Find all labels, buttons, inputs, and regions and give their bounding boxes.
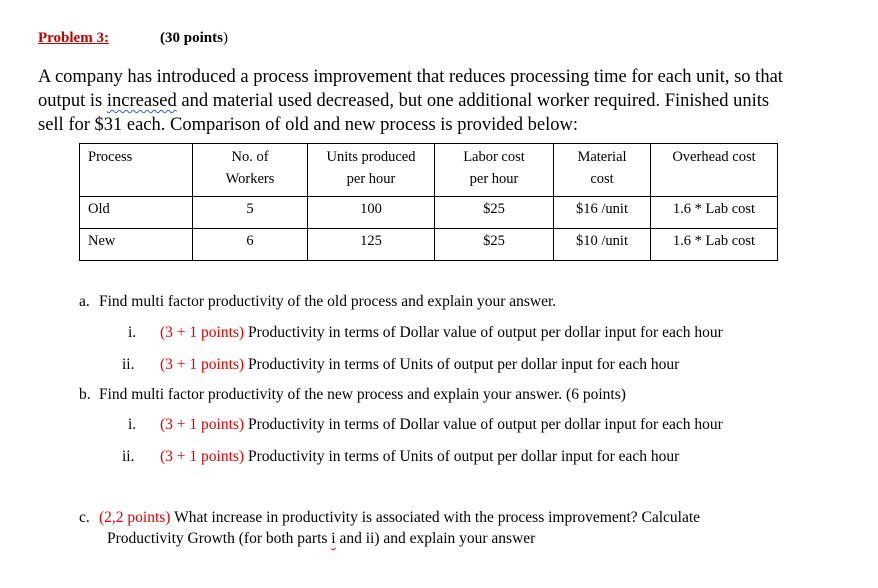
spellcheck-letter-i: i [331, 530, 336, 547]
cell-units: 100 [308, 197, 435, 229]
question-b-i-points: (3 + 1 points) [160, 416, 245, 433]
question-c-text: What increase in productivity is associated with the process improvement? Calculate [170, 509, 701, 526]
header-process: Process [80, 144, 193, 197]
question-c-line-2-post: and ii) and explain your answer [335, 530, 536, 547]
cell-overhead: 1.6 * Lab cost [651, 197, 778, 229]
question-b-letter: b. [79, 386, 91, 403]
intro-line-3: sell for $31 each. Comparison of old and new process is provided below: [38, 115, 578, 135]
intro-line-1: A company has introduced a process improvement that reduces processing time for each unit, so that [38, 67, 783, 87]
question-a-text: Find multi factor productivity of the old process and explain your answer. [99, 293, 557, 310]
cell-labor: $25 [435, 229, 554, 261]
table-row [80, 229, 778, 261]
question-c-line-2-pre: Productivity Growth (for both parts [107, 530, 332, 547]
question-b-i-text: Productivity in terms of Dollar value of output per dollar input for each hour [244, 416, 723, 433]
table-header-row [80, 144, 778, 197]
comparison-table [79, 143, 778, 261]
question-a-i-text: Productivity in terms of Dollar value of output per dollar input for each hour [244, 324, 723, 341]
cell-material: $10 /unit [554, 229, 651, 261]
question-a-ii-text: Productivity in terms of Units of output per dollar input for each hour [244, 356, 680, 373]
question-b-i [160, 416, 723, 434]
points-label [160, 30, 228, 47]
question-a-ii [160, 356, 679, 374]
cell-process: Old [80, 197, 193, 229]
question-a-ii-points: (3 + 1 points) [160, 356, 245, 373]
question-b-ii [160, 448, 679, 466]
question-b-ii-num: ii. [122, 448, 135, 465]
question-c-points: (2,2 points) [99, 509, 171, 526]
points-close: ) [222, 30, 228, 46]
header-material: Material cost [554, 144, 651, 197]
question-c-line-2 [107, 530, 535, 548]
cell-process: New [80, 229, 193, 261]
header-labor: Labor cost per hour [435, 144, 554, 197]
question-c-line-1 [99, 509, 700, 527]
cell-workers: 5 [193, 197, 308, 229]
table-row [80, 197, 778, 229]
cell-labor: $25 [435, 197, 554, 229]
intro-line-2-pre: output is [38, 91, 107, 111]
spellcheck-word: increased [106, 91, 177, 111]
question-a-i-num: i. [128, 324, 137, 341]
header-workers: No. of Workers [193, 144, 308, 197]
cell-material: $16 /unit [554, 197, 651, 229]
points-text: (30 points [160, 30, 223, 46]
question-b-ii-points: (3 + 1 points) [160, 448, 245, 465]
question-a-letter: a. [79, 293, 90, 310]
question-a-i [160, 324, 723, 342]
cell-units: 125 [308, 229, 435, 261]
header-overhead: Overhead cost [651, 144, 778, 197]
question-b-ii-text: Productivity in terms of Units of output per dollar input for each hour [244, 448, 680, 465]
question-a-ii-num: ii. [122, 356, 135, 373]
question-a-i-points: (3 + 1 points) [160, 324, 245, 341]
intro-line-2-post: and material used decreased, but one additional worker required. Finished units [176, 91, 770, 111]
header-units: Units produced per hour [308, 144, 435, 197]
question-c-letter: c. [79, 509, 90, 526]
question-b-text: Find multi factor productivity of the new process and explain your answer. (6 points) [99, 386, 626, 403]
intro-line-2 [38, 89, 769, 114]
problem-label: Problem 3: [38, 30, 109, 46]
cell-workers: 6 [193, 229, 308, 261]
question-b-i-num: i. [128, 416, 137, 433]
cell-overhead: 1.6 * Lab cost [651, 229, 778, 261]
